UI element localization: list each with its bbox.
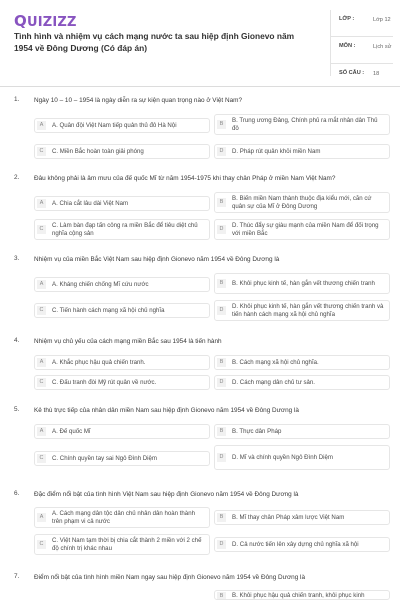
- option-b[interactable]: [214, 355, 390, 370]
- question-number: 4.: [14, 337, 20, 344]
- option-text: C. Tiến hành cách mạng xã hội chủ nghĩa: [52, 306, 165, 314]
- option-a[interactable]: [34, 355, 210, 370]
- option-letter: B: [217, 198, 226, 207]
- logo-initial: Q: [14, 12, 27, 30]
- option-a[interactable]: [34, 118, 210, 133]
- option-letter: A: [37, 121, 46, 130]
- option-letter: A: [37, 280, 46, 289]
- option-a[interactable]: [34, 196, 210, 211]
- option-c[interactable]: [34, 144, 210, 159]
- option-letter: B: [217, 279, 226, 288]
- option-letter: B: [217, 120, 226, 129]
- option-c[interactable]: [34, 534, 210, 555]
- header-divider: [0, 86, 400, 87]
- option-d[interactable]: [214, 537, 390, 552]
- option-text: C. Chính quyền tay sai Ngô Đình Diệm: [52, 454, 157, 462]
- option-letter: C: [37, 378, 46, 387]
- option-letter: C: [37, 454, 46, 463]
- question-number: 1.: [14, 96, 20, 103]
- option-c[interactable]: [34, 303, 210, 318]
- option-letter: C: [37, 147, 46, 156]
- question-number: 7.: [14, 573, 20, 580]
- option-c[interactable]: [34, 375, 210, 390]
- option-d[interactable]: [214, 445, 390, 470]
- option-d[interactable]: [214, 375, 390, 390]
- meta-count-value: 18: [373, 71, 380, 77]
- option-letter: D: [217, 306, 226, 315]
- option-d[interactable]: [214, 144, 390, 159]
- option-letter: C: [37, 225, 46, 234]
- option-text: A. Kháng chiến chống Mĩ cứu nước: [52, 280, 149, 288]
- question-number: 3.: [14, 255, 20, 262]
- option-text: A. Đế quốc Mĩ: [52, 427, 91, 435]
- meta-subject-value: Lịch sử: [373, 44, 392, 50]
- question-text: Đâu không phải là âm mưu của đế quốc Mĩ từ năm 1954-1975 khi thay chân Pháp ở miền Nam Việt Nam?: [34, 175, 336, 182]
- option-a[interactable]: [34, 507, 210, 528]
- worksheet-title: Tình hình và nhiệm vụ cách mạng nước ta sau hiệp định Gionevo năm 1954 về Đông Dương (Có đáp án): [14, 31, 295, 53]
- option-text: B. Trung ương Đảng, Chính phủ ra mắt nhân dân Thủ đô: [232, 116, 378, 132]
- option-text: C. Làm bàn đạp tấn công ra miền Bắc để tiêu diệt chủ nghĩa cộng sản: [52, 221, 198, 237]
- option-text: A. Quân đội Việt Nam tiếp quản thủ đô Hà Nội: [52, 121, 177, 129]
- option-d[interactable]: [214, 300, 390, 321]
- option-c[interactable]: [34, 219, 210, 240]
- option-text: B. Thực dân Pháp: [232, 427, 282, 435]
- option-letter: C: [37, 540, 46, 549]
- meta-grade-label: LỚP :: [339, 16, 355, 22]
- quizizz-logo[interactable]: [14, 12, 77, 30]
- question-number: 5.: [14, 406, 20, 413]
- option-letter: A: [37, 513, 46, 522]
- option-text: A. Khắc phục hậu quả chiến tranh.: [52, 358, 146, 366]
- option-a[interactable]: [34, 277, 210, 292]
- question-text: Đặc điểm nổi bật của tình hình Việt Nam sau hiệp định Gionevo năm 1954 về Đông Dương là: [34, 491, 299, 498]
- question-text: Kẻ thù trực tiếp của nhân dân miền Nam sau hiệp định Gionevo năm 1954 về Đông Dương là: [34, 407, 299, 414]
- worksheet-header: [0, 0, 400, 86]
- option-b[interactable]: [214, 192, 390, 213]
- meta-grade: [331, 10, 393, 37]
- option-c[interactable]: [34, 451, 210, 466]
- logo-wordmark: UIZIZZ: [26, 15, 77, 30]
- option-b[interactable]: [214, 273, 390, 294]
- option-letter: D: [217, 225, 226, 234]
- option-b[interactable]: [214, 510, 390, 525]
- question-text: Điểm nổi bật của tình hình miền Nam ngay sau hiệp định Gionevo năm 1954 về Đông Dương là: [34, 574, 305, 581]
- option-text: D. Pháp rút quân khỏi miền Nam: [232, 147, 321, 155]
- option-b[interactable]: [214, 590, 390, 600]
- option-letter: B: [217, 592, 226, 600]
- question-text: Nhiệm vụ của miền Bắc Việt Nam sau hiệp định Gionevo năm 1954 về Đông Dương là: [34, 256, 280, 263]
- question-text: Nhiệm vụ chủ yếu của cách mạng miền Bắc sau 1954 là tiến hành: [34, 338, 222, 345]
- meta-panel: [330, 10, 393, 76]
- question-number: 6.: [14, 490, 20, 497]
- question-number: 2.: [14, 174, 20, 181]
- option-text: A. Cách mạng dân tộc dân chủ nhân dân hoàn thành trên phạm vi cả nước: [52, 509, 195, 525]
- option-text: B. Cách mạng xã hội chủ nghĩa.: [232, 358, 319, 366]
- option-letter: B: [217, 513, 226, 522]
- option-letter: D: [217, 453, 226, 462]
- option-letter: D: [217, 147, 226, 156]
- option-text: B. Khôi phục hậu quả chiến tranh, khôi phục kinh: [232, 592, 365, 599]
- option-letter: B: [217, 358, 226, 367]
- option-text: C. Việt Nam tạm thời bị chia cắt thành 2 miền với 2 chế độ chính trị khác nhau: [52, 536, 202, 552]
- question-text: Ngày 10 – 10 – 1954 là ngày diễn ra sự kiện quan trọng nào ở Việt Nam?: [34, 97, 243, 104]
- option-letter: A: [37, 358, 46, 367]
- option-a[interactable]: [34, 424, 210, 439]
- option-text: B. Biến miền Nam thành thuộc địa kiểu mới, căn cứ quân sự của Mĩ ở Đông Dương: [232, 194, 372, 210]
- option-b[interactable]: [214, 114, 390, 135]
- meta-subject: [331, 37, 393, 64]
- option-text: D. Mĩ và chính quyền Ngô Đình Diệm: [232, 453, 333, 461]
- option-text: C. Đấu tranh đòi Mỹ rút quân về nước.: [52, 378, 157, 386]
- option-b[interactable]: [214, 424, 390, 439]
- option-text: C. Miền Bắc hoàn toàn giải phóng: [52, 147, 144, 155]
- option-d[interactable]: [214, 219, 390, 240]
- option-letter: D: [217, 378, 226, 387]
- meta-count-label: SỐ CÂU :: [339, 70, 365, 76]
- option-letter: A: [37, 199, 46, 208]
- option-letter: C: [37, 306, 46, 315]
- option-text: B. Mĩ thay chân Pháp xâm lược Việt Nam: [232, 513, 345, 521]
- option-letter: B: [217, 427, 226, 436]
- option-text: D. Khôi phục kinh tế, hàn gắn vết thương chiến tranh và tiến hành cách mạng xã hội chủ nghĩa: [232, 302, 384, 318]
- option-text: D. Thúc đẩy sự giàu mạnh của miền Nam để đối trọng với miền Bắc: [232, 221, 379, 237]
- option-letter: A: [37, 427, 46, 436]
- option-text: D. Cách mạng dân chủ tư sản.: [232, 378, 316, 386]
- option-text: D. Cả nước tiến lên xây dựng chủ nghĩa xã hội: [232, 540, 359, 548]
- option-text: B. Khôi phục kinh tế, hàn gắn vết thương chiến tranh: [232, 279, 375, 287]
- meta-grade-value: Lớp 12: [373, 17, 391, 23]
- option-letter: D: [217, 540, 226, 549]
- option-text: A. Chia cắt lâu dài Việt Nam: [52, 199, 129, 207]
- meta-subject-label: MÔN :: [339, 43, 356, 49]
